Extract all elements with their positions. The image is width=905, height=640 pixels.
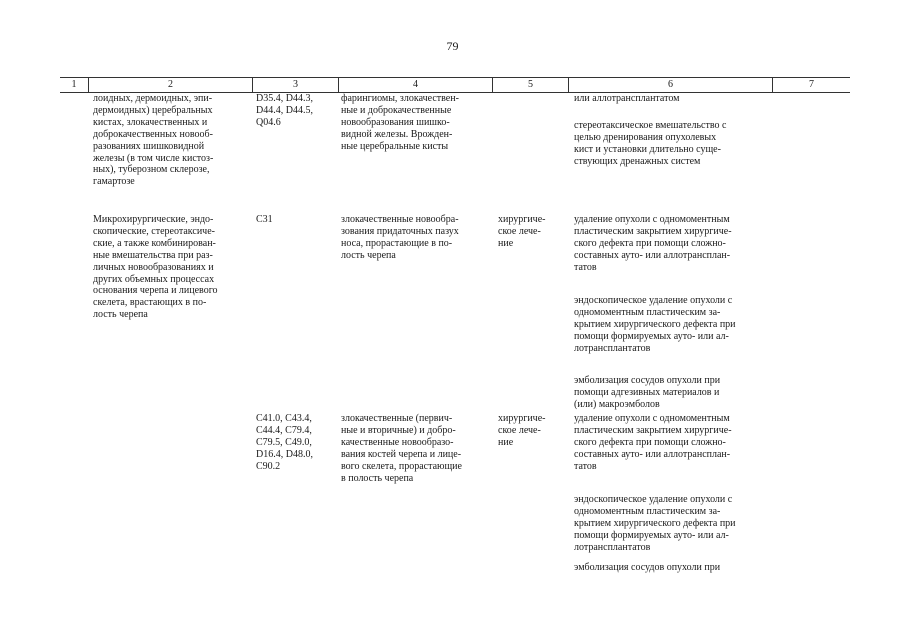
row3-col6-method-a: удаление опухоли с одномоментным пластическим закрытием хирургиче- ского дефекта при помощи сложно- составных ауто- или аллотрансплан- татов	[574, 413, 732, 472]
row3-col3-codes: C41.0, C43.4, C44.4, C79.4, C79.5, C49.0, D16.4, D48.0, C90.2	[256, 413, 313, 472]
row2-col2-diagnosis: Микрохирургические, эндо- скопические, стереотаксиче- ские, а также комбинирован- ные вмешательства при раз- личных новообразованиях и других объемных процессах основания черепа и лицевого скелета, врастающих в по- лость черепа	[93, 214, 218, 321]
row2-col6-method-a: удаление опухоли с одномоментным пластическим закрытием хирургиче- ского дефекта при помощи сложно- составных ауто- или аллотрансплан- татов	[574, 214, 732, 273]
header-col-7: 7	[772, 78, 850, 92]
row2-col5-treatment: хирургиче- ское лече- ние	[498, 214, 546, 249]
row2-col6-method-b: эндоскопическое удаление опухоли с одномоментным пластическим за- крытием хирургического дефекта при помощи формируемых ауто- или ал- лотрансплантатов	[574, 295, 736, 354]
row3-col6-method-c: эмболизация сосудов опухоли при	[574, 562, 721, 573]
row1-col6-method-b: стереотаксическое вмешательство с целью дренирования опухолевых кист и установки длительно суще- ствующих дренажных систем	[574, 120, 727, 167]
table-header-row	[60, 77, 850, 93]
page-number: 79	[446, 39, 459, 53]
row3-col5-treatment: хирургиче- ское лече- ние	[498, 413, 546, 448]
row1-col2-diagnosis: лоидных, дермоидных, эпи- дермоидных) церебральных кистах, злокачественных и доброкачественных новооб- разованиях шишковидной железы (в том числе кистоз- ных), туберозном склерозе, гамартозе	[93, 93, 214, 188]
row1-col3-codes: D35.4, D44.3, D44.4, D44.5, Q04.6	[256, 93, 313, 128]
header-col-5: 5	[492, 78, 568, 92]
row3-col4-model: злокачественные (первич- ные и вторичные) и добро- качественные новообразо- вания костей черепа и лице- вого скелета, прорастающие в полость черепа	[341, 413, 462, 484]
header-col-4: 4	[338, 78, 492, 92]
header-col-3: 3	[252, 78, 338, 92]
row1-col4-model: фарингиомы, злокачествен- ные и доброкачественные новообразования шишко- видной железы. Врожден- ные церебральные кисты	[341, 93, 459, 152]
row2-col6-method-c: эмболизация сосудов опухоли при помощи адгезивных материалов и (или) макроэмболов	[574, 375, 721, 410]
row3-col6-method-b: эндоскопическое удаление опухоли с одномоментным пластическим за- крытием хирургического дефекта при помощи формируемых ауто- или ал- лотрансплантатов	[574, 494, 736, 553]
header-col-2: 2	[88, 78, 252, 92]
row1-col6-method-a: или аллотрансплантатом	[574, 93, 680, 104]
row2-col4-model: злокачественные новообра- зования придаточных пазух носа, прорастающие в по- лость черепа	[341, 214, 459, 261]
header-col-1: 1	[71, 79, 77, 90]
header-col-6: 6	[568, 78, 772, 92]
row2-col3-codes: C31	[256, 214, 273, 225]
